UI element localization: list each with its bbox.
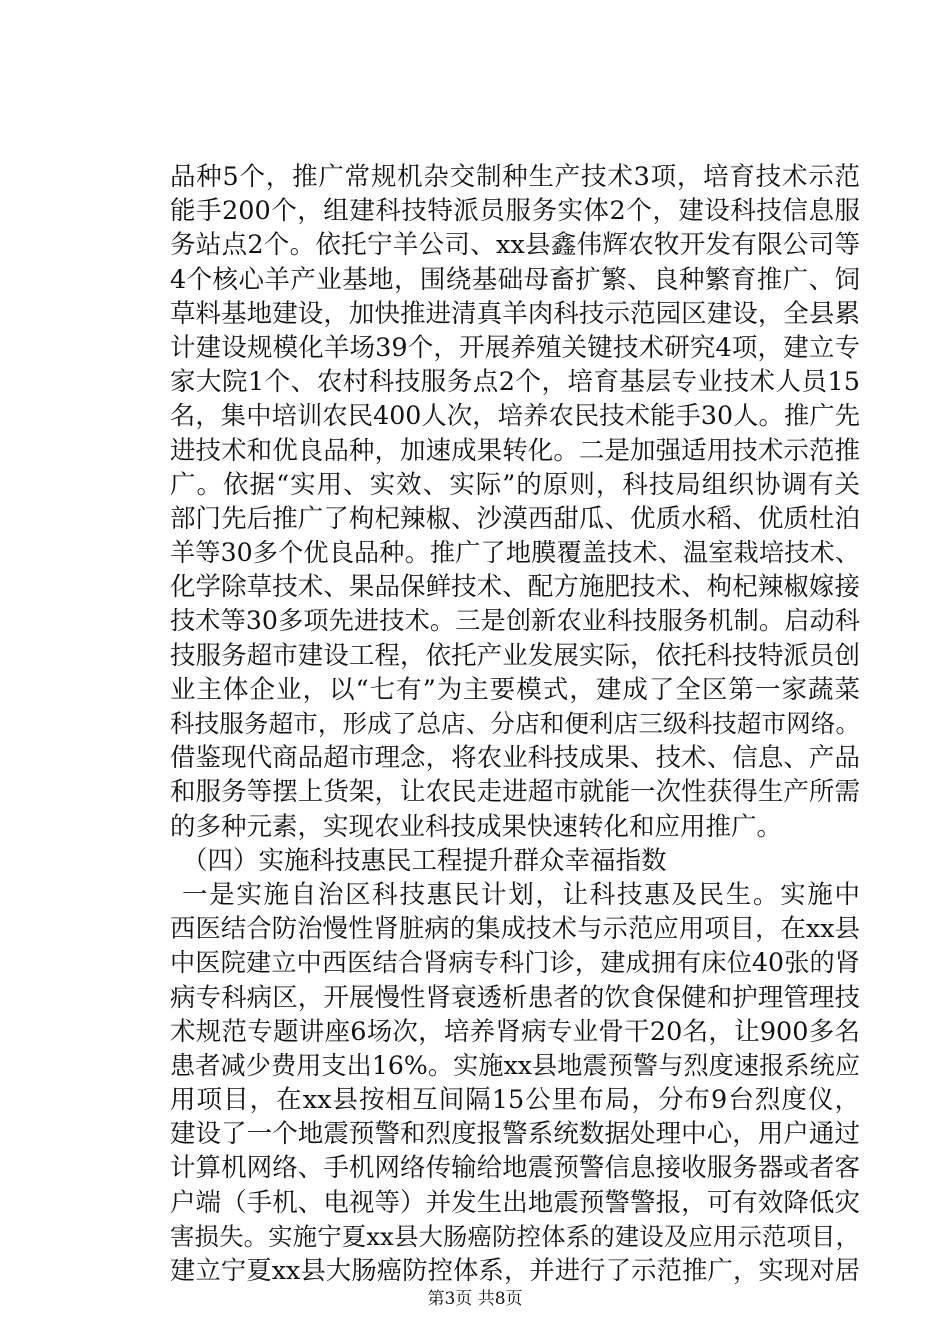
text-line: 业主体企业，以“七有”为主要模式，建成了全区第一家蔬菜: [170, 674, 860, 705]
text-line: 广。依据“实用、实效、实际”的原则，科技局组织协调有关: [170, 469, 860, 500]
text-line: 名，集中培训农民400人次，培养农民技术能手30人。推广先: [170, 401, 860, 431]
text-line: 能手200个，组建科技特派员服务实体2个，建设科技信息服: [170, 196, 860, 227]
text-line: 品种5个，推广常规机杂交制种生产技术3项，培育技术示范: [170, 162, 860, 192]
text-line: 建立宁夏xx县大肠癌防控体系，并进行了示范推广，实现对居: [170, 1256, 860, 1285]
body-text: [170, 160, 860, 1288]
text-line: 害损失。实施宁夏xx县大肠癌防控体系的建设及应用示范项目，: [170, 1221, 860, 1251]
text-line: 技服务超市建设工程，依托产业发展实际，依托科技特派员创: [170, 640, 860, 671]
text-line: 用项目，在xx县按相互间隔15公里布局，分布9台烈度仪，: [170, 1085, 860, 1116]
text-line: 患者减少费用支出16%。实施xx县地震预警与烈度速报系统应: [170, 1050, 860, 1080]
text-line: 术规范专题讲座6场次，培养肾病专业骨干20名，让900多名: [170, 1016, 860, 1047]
text-line: 一是实施自治区科技惠民计划，让科技惠及民生。实施中: [182, 879, 860, 910]
text-line: 4个核心羊产业基地，围绕基础母畜扩繁、良种繁育推广、饲: [170, 264, 860, 295]
text-line: 和服务等摆上货架，让农民走进超市就能一次性获得生产所需: [170, 777, 860, 808]
text-line: 中医院建立中西医结合肾病专科门诊，建成拥有床位40张的肾: [170, 948, 860, 978]
text-line: 草料基地建设，加快推进清真羊肉科技示范园区建设，全县累: [170, 298, 860, 329]
text-line: 技术等30多项先进技术。三是创新农业科技服务机制。启动科: [170, 606, 860, 636]
text-line: 家大院1个、农村科技服务点2个，培育基层专业技术人员15: [170, 367, 860, 398]
text-line: 西医结合防治慢性肾脏病的集成技术与示范应用项目，在xx县: [170, 914, 860, 944]
text-line: 病专科病区，开展慢性肾衰透析患者的饮食保健和护理管理技: [170, 982, 860, 1013]
text-line: 进技术和优良品种，加速成果转化。二是加强适用技术示范推: [170, 435, 860, 466]
text-line: 务站点2个。依托宁羊公司、xx县鑫伟辉农牧开发有限公司等: [170, 230, 860, 261]
text-line: 计建设规模化羊场39个，开展养殖关键技术研究4项，建立专: [170, 332, 860, 363]
text-line: 部门先后推广了枸杞辣椒、沙漠西甜瓜、优质水稻、优质杜泊: [170, 503, 860, 534]
text-line: 借鉴现代商品超市理念，将农业科技成果、技术、信息、产品: [170, 743, 860, 774]
text-line: 羊等30多个优良品种。推广了地膜覆盖技术、温室栽培技术、: [170, 538, 860, 568]
text-line: 科技服务超市，形成了总店、分店和便利店三级科技超市网络。: [170, 709, 860, 738]
section-heading: （四）实施科技惠民工程提升群众幸福指数: [182, 845, 667, 876]
page-number-footer: 第3页 共8页: [427, 1289, 523, 1309]
text-line: 化学除草技术、果品保鲜技术、配方施肥技术、枸杞辣椒嫁接: [170, 572, 860, 603]
text-line: 的多种元素，实现农业科技成果快速转化和应用推广。: [170, 811, 783, 842]
text-line: 户端（手机、电视等）并发生出地震预警警报，可有效降低灾: [170, 1187, 860, 1218]
text-line: 计算机网络、手机网络传输给地震预警信息接收服务器或者客: [170, 1153, 860, 1184]
text-line: 建设了一个地震预警和烈度报警系统数据处理中心，用户通过: [170, 1119, 860, 1150]
